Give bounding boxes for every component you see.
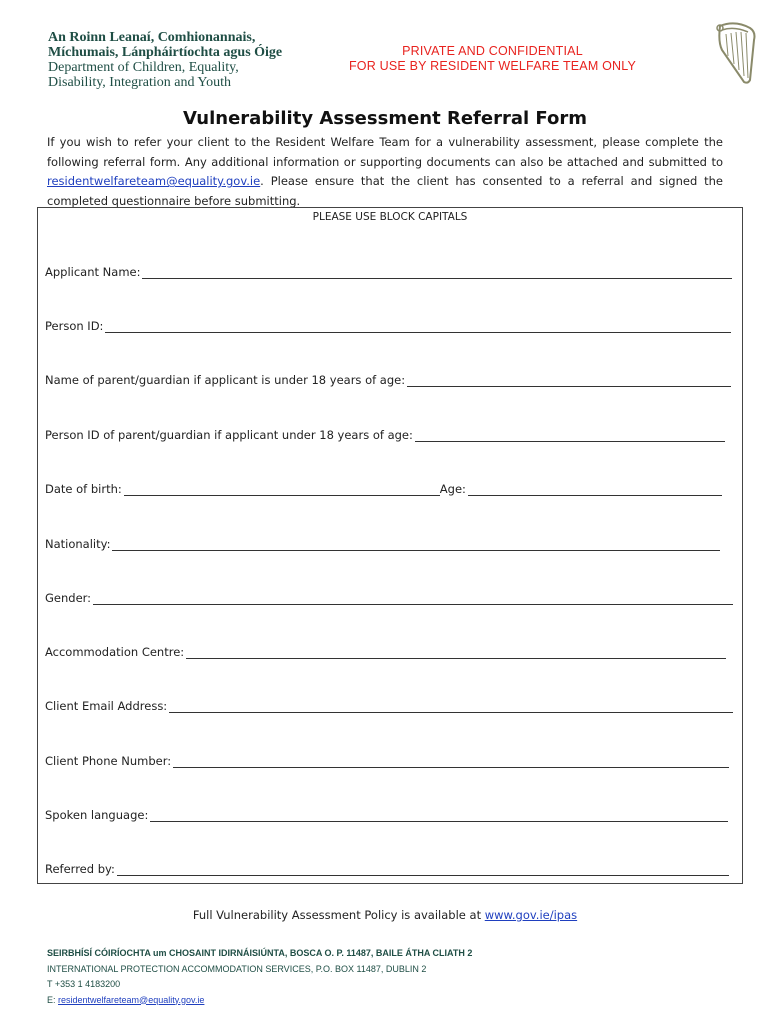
parent-id-field[interactable]	[45, 428, 725, 442]
harp-emblem-icon	[710, 20, 760, 88]
policy-text: Full Vulnerability Assessment Policy is available at	[192, 908, 485, 922]
gender-field[interactable]	[45, 591, 733, 605]
client-phone-label: Client Phone Number:	[45, 754, 172, 768]
dept-irish-line-1: An Roinn Leanaí, Comhionannais,	[48, 30, 256, 45]
nationality-line[interactable]	[112, 539, 720, 551]
spoken-language-label: Spoken language:	[45, 808, 149, 822]
person-id-label: Person ID:	[45, 319, 104, 333]
footer-email-row	[47, 993, 472, 1009]
age-line[interactable]	[468, 484, 722, 496]
gender-line[interactable]	[93, 593, 733, 605]
dept-english-line-1: Department of Children, Equality,	[48, 60, 239, 75]
footer-phone: T +353 1 4183200	[47, 979, 121, 989]
policy-link[interactable]: www.gov.ie/ipas	[484, 908, 578, 922]
accommodation-line[interactable]	[186, 647, 726, 659]
parent-id-line[interactable]	[415, 430, 725, 442]
age-label: Age:	[439, 482, 466, 496]
intro-paragraph	[47, 133, 723, 211]
person-id-field[interactable]	[45, 319, 731, 333]
intro-email-link[interactable]: residentwelfareteam@equality.gov.ie	[47, 174, 261, 189]
gender-label: Gender:	[45, 591, 92, 605]
client-email-label: Client Email Address:	[45, 699, 168, 713]
dob-label: Date of birth:	[45, 482, 122, 496]
page-header	[0, 0, 770, 100]
referred-by-label: Referred by:	[45, 862, 115, 876]
dept-irish-line-2: Míchumais, Lánpháirtíochta agus Óige	[48, 45, 283, 60]
applicant-name-line[interactable]	[142, 267, 732, 279]
confidential-line-2: FOR USE BY RESIDENT WELFARE TEAM ONLY	[348, 59, 637, 73]
referral-form-box	[37, 207, 743, 884]
dob-line[interactable]	[124, 484, 440, 496]
applicant-name-field[interactable]	[45, 265, 732, 279]
footer-address	[47, 946, 472, 1008]
referred-by-field[interactable]	[45, 862, 729, 876]
applicant-name-label: Applicant Name:	[45, 265, 141, 279]
accommodation-label: Accommodation Centre:	[45, 645, 185, 659]
nationality-label: Nationality:	[45, 537, 111, 551]
address-english: INTERNATIONAL PROTECTION ACCOMMODATION SERVICES, P.O. BOX 11487, DUBLIN 2	[47, 963, 427, 974]
dob-age-field[interactable]	[45, 482, 722, 496]
block-capitals-note: PLEASE USE BLOCK CAPITALS	[312, 211, 468, 223]
nationality-field[interactable]	[45, 537, 720, 551]
referred-by-line[interactable]	[117, 864, 729, 876]
spoken-language-line[interactable]	[150, 810, 728, 822]
confidential-notice	[320, 44, 665, 74]
intro-text-after: . Please ensure that the client has consented to a referral and signed the completed questionnaire before submitting.	[47, 174, 723, 208]
person-id-line[interactable]	[105, 321, 731, 333]
confidential-line-1: PRIVATE AND CONFIDENTIAL	[402, 44, 583, 58]
form-title: Vulnerability Assessment Referral Form	[183, 108, 587, 129]
parent-name-field[interactable]	[45, 373, 731, 387]
client-phone-line[interactable]	[173, 756, 729, 768]
client-phone-field[interactable]	[45, 754, 729, 768]
spoken-language-field[interactable]	[45, 808, 728, 822]
accommodation-field[interactable]	[45, 645, 726, 659]
intro-text-before: If you wish to refer your client to the Resident Welfare Team for a vulnerability assessment, please complete the following referral form. Any additional information or supporting documents can also be attached and submitted to	[47, 135, 723, 169]
footer-email-link[interactable]: residentwelfareteam@equality.gov.ie	[58, 994, 205, 1005]
footer-email-label: E:	[47, 994, 59, 1005]
policy-note	[0, 908, 770, 922]
parent-id-label: Person ID of parent/guardian if applicant under 18 years of age:	[45, 428, 413, 442]
client-email-field[interactable]	[45, 699, 733, 713]
dept-english-line-2: Disability, Integration and Youth	[48, 75, 232, 90]
parent-name-line[interactable]	[407, 375, 731, 387]
parent-name-label: Name of parent/guardian if applicant is under 18 years of age:	[45, 373, 406, 387]
client-email-line[interactable]	[169, 701, 733, 713]
department-name	[48, 30, 282, 90]
address-irish: SEIRBHÍSÍ CÓIRÍOCHTA um CHOSAINT IDIRNÁISIÚNTA, BOSCA O. P. 11487, BAILE ÁTHA CLIATH 2	[47, 948, 473, 958]
